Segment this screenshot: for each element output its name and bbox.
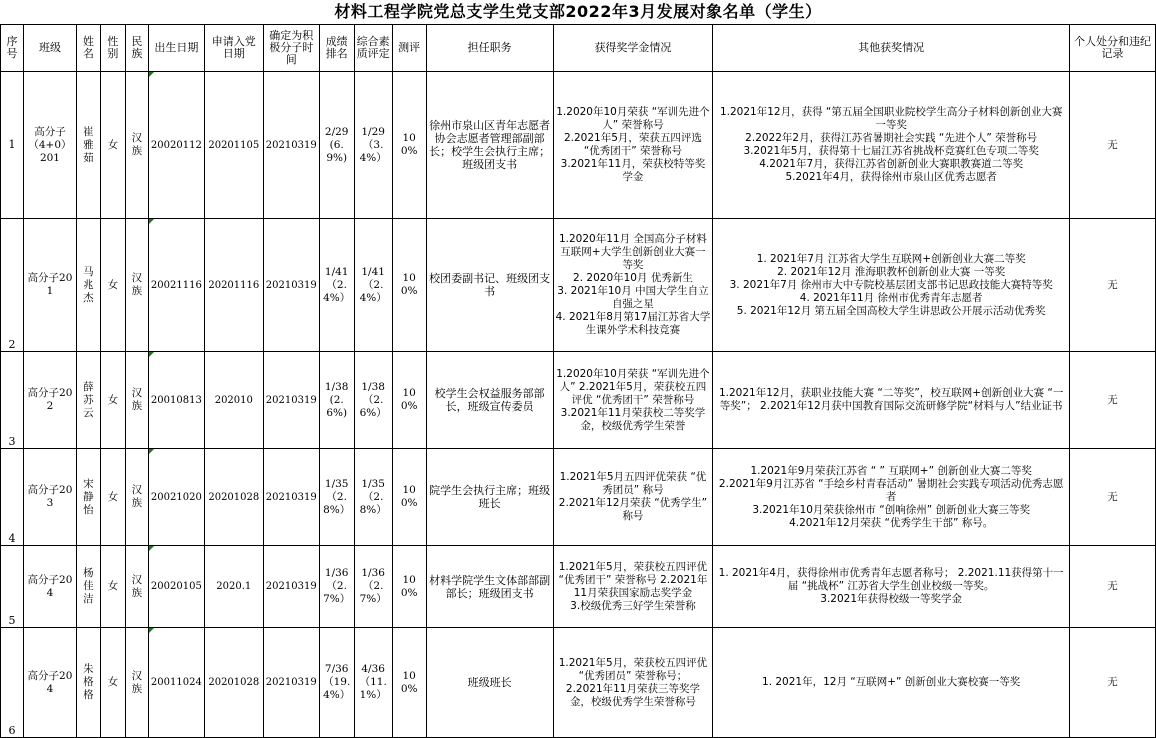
cell-ethnicity: 汉族 <box>125 628 148 738</box>
cell-apply-date: 20201028 <box>204 449 263 546</box>
award-line: 1. 2021年4月，获得徐州市优秀青年志愿者称号； 2.2021.11获得第十一届 “挑战杯” 江苏省大学生创业校级一等奖。 <box>718 567 1064 592</box>
cell-ethnicity: 汉族 <box>125 352 148 449</box>
header-cell: 其他获奖情况 <box>713 25 1070 72</box>
cell-scholarship <box>553 352 713 449</box>
cell-discipline: 无 <box>1069 352 1155 449</box>
cell-scholarship <box>553 546 713 628</box>
award-line: 2.2021年9月江苏省 “手绘乡村青春活动” 暑期社会实践专项活动优秀志愿者 <box>718 477 1064 503</box>
cell-seq <box>1 628 24 738</box>
table-row <box>1 72 1156 219</box>
cell-class: 高分子204 <box>23 546 76 628</box>
cell-class: 高分子（4+0）201 <box>23 72 76 219</box>
scholarship-line: 3.校级优秀三好学生荣誉称 <box>570 599 696 612</box>
cell-awards <box>713 628 1070 738</box>
cell-quality: 1/36（2.7%） <box>354 546 392 628</box>
scholarship-line: 4. 2021年8月第17届江苏省大学生课外学术科技竞赛 <box>555 311 711 336</box>
award-line: 3. 2021年7月 徐州市大中专院校基层团支部书记思政技能大赛特等奖 <box>729 278 1053 291</box>
table-row <box>1 546 1156 628</box>
cell-ethnicity: 汉族 <box>125 449 148 546</box>
header-cell: 获得奖学金情况 <box>553 25 713 72</box>
cell-name: 马兆杰 <box>76 219 100 352</box>
seq-number: 1 <box>8 138 16 151</box>
cell-apply-date: 20201116 <box>204 219 263 352</box>
cell-gender: 女 <box>100 546 125 628</box>
cell-rank: 1/41（2.4%） <box>319 219 354 352</box>
award-line: 5. 2021年12月 第五届全国高校大学生讲思政公开展示活动优秀奖 <box>736 304 1046 317</box>
cell-awards <box>713 72 1070 219</box>
cell-birth: 20010813 <box>148 352 204 449</box>
award-line: 4.2021年7月，获得江苏省创新创业大赛职教赛道二等奖 <box>759 158 1024 170</box>
table-row <box>1 628 1156 738</box>
cell-eval: 100% <box>392 352 426 449</box>
cell-activist-date: 20210319 <box>263 546 319 628</box>
header-cell: 测评 <box>392 25 426 72</box>
award-line: 1.2021年12月，获职业技能大赛 “二等奖”，校互联网+创新创业大赛 “一等奖”； 2.2021年12月获中国教育国际交流研修学院“材料与人”结业证书 <box>718 387 1064 412</box>
header-cell: 性别 <box>100 25 125 72</box>
cell-discipline: 无 <box>1069 72 1155 219</box>
award-line: 3.2021年5月，获得第十七届江苏省挑战杯竞赛红色专项二等奖 <box>743 145 1039 157</box>
scholarship-line: 3. 2021年10月 中国大学生自立自强之星 <box>557 285 709 310</box>
cell-awards <box>713 219 1070 352</box>
cell-scholarship <box>553 449 713 546</box>
cell-discipline: 无 <box>1069 546 1155 628</box>
cell-activist-date: 20210319 <box>263 219 319 352</box>
cell-name: 朱格格 <box>76 628 100 738</box>
award-line: 1. 2021年7月 江苏省大学生互联网+创新创业大赛二等奖 <box>756 252 1026 265</box>
header-cell: 班级 <box>23 25 76 72</box>
scholarship-line: 1.2020年10月荣获 “军训先进个人” 荣誉称号 <box>556 106 710 131</box>
cell-awards <box>713 352 1070 449</box>
header-cell: 确定为积极分子时间 <box>263 25 319 72</box>
cell-position: 校学生会权益服务部部长，班级宣传委员 <box>426 352 553 449</box>
cell-scholarship <box>553 219 713 352</box>
award-line: 4. 2021年11月 徐州市优秀青年志愿者 <box>799 291 983 304</box>
scholarship-line: 3.2021年11月荣获校二等奖学金，校级优秀学生荣誉 <box>560 406 706 432</box>
cell-position: 校团委副书记、班级团支书 <box>426 219 553 352</box>
cell-birth: 20021020 <box>148 449 204 546</box>
cell-quality: 1/38（2.6%） <box>354 352 392 449</box>
cell-gender: 女 <box>100 352 125 449</box>
award-line: 2. 2021年12月 淮海职教杯创新创业大赛 一等奖 <box>777 265 1006 278</box>
award-line: 1.2021年9月荣获江苏省 “ ” 互联网+” 创新创业大赛二等奖 <box>750 464 1032 477</box>
cell-rank: 2/29(6.9%) <box>319 72 354 219</box>
award-line: 1. 2021年，12月 “互联网+” 创新创业大赛校赛一等奖 <box>762 676 1021 688</box>
cell-awards <box>713 546 1070 628</box>
cell-class: 高分子202 <box>23 352 76 449</box>
cell-ethnicity: 汉族 <box>125 72 148 219</box>
cell-quality: 1/35（2.8%） <box>354 449 392 546</box>
cell-gender: 女 <box>100 449 125 546</box>
cell-rank: 7/36（19.4%） <box>319 628 354 738</box>
header-cell: 出生日期 <box>148 25 204 72</box>
cell-activist-date: 20210319 <box>263 72 319 219</box>
header-row <box>1 25 1156 72</box>
cell-quality: 1/41（2.4%） <box>354 219 392 352</box>
cell-discipline: 无 <box>1069 219 1155 352</box>
cell-awards <box>713 449 1070 546</box>
cell-eval: 100% <box>392 219 426 352</box>
cell-gender: 女 <box>100 219 125 352</box>
cell-rank: 1/35（2.8%） <box>319 449 354 546</box>
cell-seq <box>1 72 24 219</box>
cell-name: 杨佳洁 <box>76 546 100 628</box>
cell-seq <box>1 219 24 352</box>
header-cell: 序号 <box>1 25 24 72</box>
table-row <box>1 449 1156 546</box>
cell-apply-date: 202010 <box>204 352 263 449</box>
header-cell: 申请入党日期 <box>204 25 263 72</box>
scholarship-line: 2.2021年5月，荣获五四评选 “优秀团干” 荣誉称号 <box>563 132 702 157</box>
cell-quality: 4/36（11.1%） <box>354 628 392 738</box>
cell-birth: 20020105 <box>148 546 204 628</box>
award-line: 4.2021年12月荣获 “优秀学生干部” 称号。 <box>789 516 994 529</box>
cell-eval: 100% <box>392 72 426 219</box>
cell-ethnicity: 汉族 <box>125 219 148 352</box>
scholarship-line: 2.2021年12月荣获 “优秀学生” 称号 <box>558 497 708 522</box>
cell-class: 高分子201 <box>23 219 76 352</box>
cell-gender: 女 <box>100 72 125 219</box>
award-line: 3.2021年获得校级一等奖学金 <box>820 593 963 605</box>
cell-birth: 20011024 <box>148 628 204 738</box>
cell-discipline: 无 <box>1069 628 1155 738</box>
seq-number: 2 <box>8 338 16 351</box>
award-line: 3.2021年10月荣获徐州市 “创响徐州” 创新创业大赛三等奖 <box>752 503 1030 516</box>
table-row <box>1 352 1156 449</box>
award-line: 2.2022年2月，获得江苏省暑期社会实践 “先进个人” 荣誉称号 <box>745 132 1038 144</box>
cell-apply-date: 20201105 <box>204 72 263 219</box>
cell-class: 高分子203 <box>23 449 76 546</box>
cell-birth: 20021116 <box>148 219 204 352</box>
cell-activist-date: 20210319 <box>263 449 319 546</box>
seq-number: 5 <box>8 614 16 627</box>
seq-number: 4 <box>8 532 16 545</box>
cell-eval: 100% <box>392 628 426 738</box>
cell-seq <box>1 546 24 628</box>
cell-seq <box>1 449 24 546</box>
cell-name: 崔雅茹 <box>76 72 100 219</box>
cell-quality: 1/29（3.4%） <box>354 72 392 219</box>
cell-apply-date: 2020.1 <box>204 546 263 628</box>
scholarship-line: 2.2021年11月荣获三等奖学金，校级优秀学生荣誉称号 <box>565 682 700 708</box>
seq-number: 3 <box>8 435 16 448</box>
cell-eval: 100% <box>392 449 426 546</box>
header-cell: 民族 <box>125 25 148 72</box>
seq-number: 6 <box>8 724 16 737</box>
cell-ethnicity: 汉族 <box>125 546 148 628</box>
cell-discipline: 无 <box>1069 449 1155 546</box>
scholarship-line: 2. 2020年10月 优秀新生 <box>573 272 693 284</box>
scholarship-line: 1.2020年10月荣获 “军训先进个人” 2.2021年5月，荣获校五四评优 “优秀团干” 荣誉称号 <box>556 367 710 406</box>
cell-scholarship <box>553 628 713 738</box>
cell-birth: 20020112 <box>148 72 204 219</box>
scholarship-line: 1.2021年5月，荣获校五四评优 “优秀团干” 荣誉称号 2.2021年11月荣获国家励志奖学金 <box>558 560 708 599</box>
cell-position: 院学生会执行主席；班级班长 <box>426 449 553 546</box>
scholarship-line: 1.2020年11月 全国高分子材料互联网+大学生创新创业大赛一等奖 <box>558 233 707 271</box>
cell-position: 徐州市泉山区青年志愿者协会志愿者管理部副部长；校学生会执行主席；班级团支书 <box>426 72 553 219</box>
header-cell: 成绩排名 <box>319 25 354 72</box>
scholarship-line: 3.2021年11月，荣获校特等奖学金 <box>560 158 706 183</box>
table-row <box>1 219 1156 352</box>
page-title: 材料工程学院党总支学生党支部2022年3月发展对象名单（学生） <box>334 2 822 21</box>
header-cell: 担任职务 <box>426 25 553 72</box>
cell-eval: 100% <box>392 546 426 628</box>
cell-name: 宋静怡 <box>76 449 100 546</box>
cell-scholarship <box>553 72 713 219</box>
header-cell: 姓名 <box>76 25 100 72</box>
cell-position: 班级班长 <box>426 628 553 738</box>
award-line: 5.2021年4月，获得徐州市泉山区优秀志愿者 <box>785 171 997 183</box>
cell-position: 材料学院学生文体部部副部长；班级团支书 <box>426 546 553 628</box>
cell-gender: 女 <box>100 628 125 738</box>
cell-rank: 1/38(2.6%) <box>319 352 354 449</box>
header-cell: 个人处分和违纪记录 <box>1069 25 1155 72</box>
cell-activist-date: 20210319 <box>263 628 319 738</box>
scholarship-line: 1.2021年5月五四评优荣获 “优秀团员” 称号 <box>559 471 707 496</box>
cell-activist-date: 20210319 <box>263 352 319 449</box>
roster-table <box>0 24 1156 738</box>
award-line: 1.2021年12月，获得 “第五届全国职业院校学生高分子材料创新创业大赛一等奖 <box>719 106 1063 131</box>
scholarship-line: 1.2021年5月，荣获校五四评优 “优秀团员” 荣誉称号； <box>558 656 708 682</box>
cell-rank: 1/36（2.7%） <box>319 546 354 628</box>
header-cell: 综合素质评定 <box>354 25 392 72</box>
cell-name: 薛苏云 <box>76 352 100 449</box>
cell-apply-date: 20201028 <box>204 628 263 738</box>
cell-class: 高分子204 <box>23 628 76 738</box>
cell-seq <box>1 352 24 449</box>
